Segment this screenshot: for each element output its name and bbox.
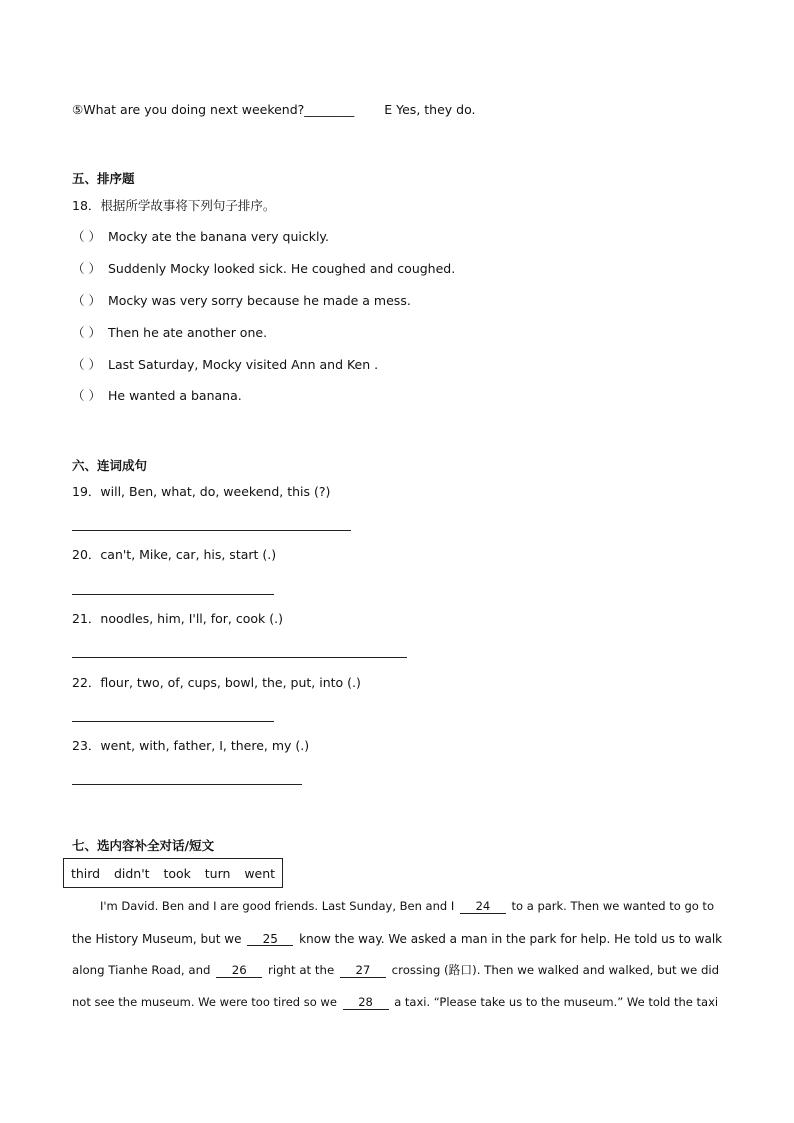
word-bank-item: didn't bbox=[113, 865, 150, 881]
passage-text: to a park. Then we wanted to go to bbox=[511, 899, 714, 913]
passage-line bbox=[72, 901, 722, 914]
word-bank-item: third bbox=[70, 865, 101, 881]
q5-question: What are you doing next weekend? bbox=[83, 102, 305, 117]
section-5-title: 五、排序题 bbox=[72, 171, 135, 186]
passage-line bbox=[72, 997, 722, 1010]
order-item bbox=[72, 263, 455, 276]
passage-text: crossing (路口). Then we walked and walked, but we did bbox=[391, 963, 720, 977]
order-paren[interactable]: （ ） bbox=[72, 293, 101, 308]
q18-prompt: 18．根据所学故事将下列句子排序。 bbox=[72, 198, 276, 213]
q19-prompt: 19．will, Ben, what, do, weekend, this (?) bbox=[72, 484, 331, 499]
passage-text: along Tianhe Road, and bbox=[72, 963, 211, 977]
order-text: Then he ate another one. bbox=[108, 325, 268, 340]
section-6-title: 六、连词成句 bbox=[72, 458, 148, 473]
order-text: Mocky ate the banana very quickly. bbox=[108, 229, 330, 244]
blank-24[interactable]: 24 bbox=[460, 901, 506, 914]
word-bank-item: took bbox=[163, 865, 191, 881]
blank-27[interactable]: 27 bbox=[340, 965, 386, 978]
passage-line bbox=[72, 933, 722, 946]
blank-25[interactable]: 25 bbox=[247, 933, 293, 946]
order-paren[interactable]: （ ） bbox=[72, 229, 101, 244]
passage-text: the History Museum, but we bbox=[72, 932, 242, 946]
q5-answer-blank[interactable]: ________ bbox=[304, 102, 355, 117]
order-paren[interactable]: （ ） bbox=[72, 261, 101, 276]
passage-text: know the way. We asked a man in the park for help. He told us to walk bbox=[299, 932, 723, 946]
q19-answer-line[interactable] bbox=[72, 530, 351, 531]
q23-answer-line[interactable] bbox=[72, 784, 302, 785]
order-item bbox=[72, 295, 411, 308]
order-text: Suddenly Mocky looked sick. He coughed and coughed. bbox=[108, 261, 456, 276]
passage-line bbox=[72, 965, 722, 978]
blank-28[interactable]: 28 bbox=[343, 997, 389, 1010]
word-bank-item: turn bbox=[204, 865, 231, 881]
order-paren[interactable]: （ ） bbox=[72, 325, 101, 340]
passage-text: not see the museum. We were too tired so we bbox=[72, 995, 337, 1009]
order-text: He wanted a banana. bbox=[108, 388, 242, 403]
circled-number: ⑤ bbox=[72, 102, 84, 117]
order-text: Last Saturday, Mocky visited Ann and Ken . bbox=[108, 357, 379, 372]
q22-prompt: 22．flour, two, of, cups, bowl, the, put, into (.) bbox=[72, 675, 361, 690]
q23-prompt: 23．went, with, father, I, there, my (.) bbox=[72, 738, 310, 753]
order-paren[interactable]: （ ） bbox=[72, 357, 101, 372]
q21-answer-line[interactable] bbox=[72, 657, 407, 658]
section-7-title: 七、选内容补全对话/短文 bbox=[72, 838, 215, 853]
order-paren[interactable]: （ ） bbox=[72, 388, 101, 403]
order-item bbox=[72, 231, 329, 244]
word-bank bbox=[63, 858, 283, 888]
passage-text: I'm David. Ben and I are good friends. Last Sunday, Ben and I bbox=[100, 899, 455, 913]
order-item bbox=[72, 327, 267, 340]
q22-answer-line[interactable] bbox=[72, 721, 274, 722]
q5-line bbox=[72, 104, 475, 117]
word-bank-item: went bbox=[244, 865, 276, 881]
order-text: Mocky was very sorry because he made a mess. bbox=[108, 293, 411, 308]
q5-option-e: E Yes, they do. bbox=[384, 102, 476, 117]
order-item bbox=[72, 390, 242, 403]
passage-text: right at the bbox=[268, 963, 335, 977]
q20-prompt: 20．can't, Mike, car, his, start (.) bbox=[72, 547, 277, 562]
order-item bbox=[72, 359, 378, 372]
q20-answer-line[interactable] bbox=[72, 594, 274, 595]
q21-prompt: 21．noodles, him, I'll, for, cook (.) bbox=[72, 611, 283, 626]
blank-26[interactable]: 26 bbox=[216, 965, 262, 978]
passage-text: a taxi. “Please take us to the museum.” We told the taxi bbox=[394, 995, 719, 1009]
